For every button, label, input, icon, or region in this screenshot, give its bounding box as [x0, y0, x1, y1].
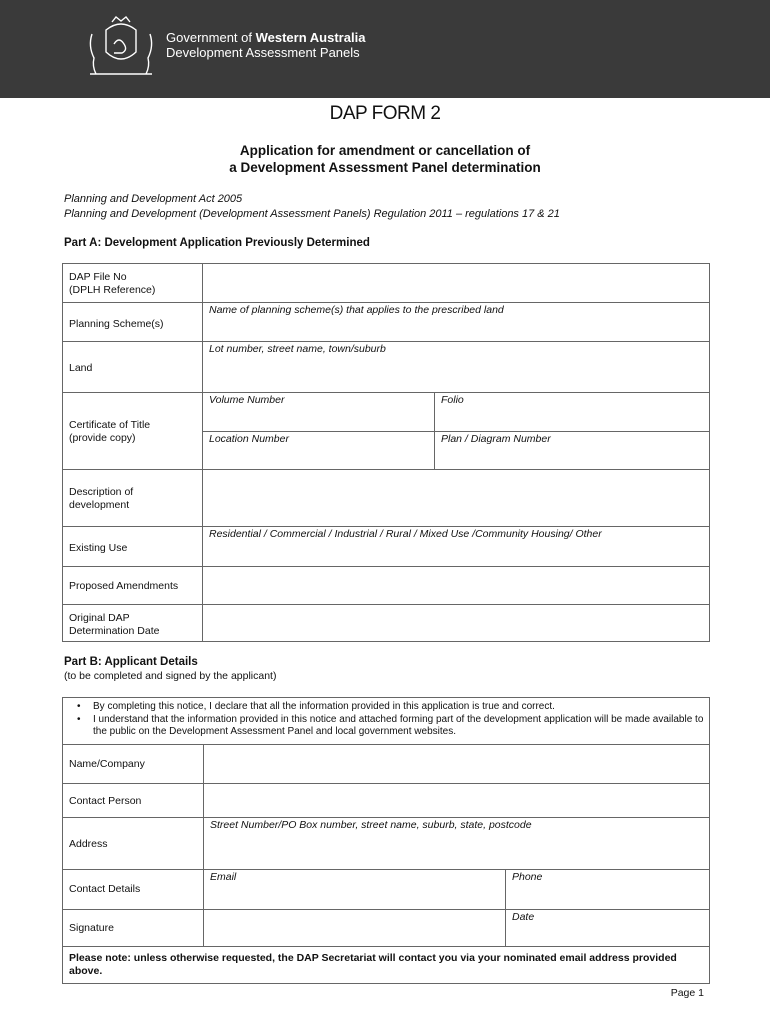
address-field[interactable]	[204, 818, 709, 869]
part-a-heading: Part A: Development Application Previously Determined	[64, 237, 370, 249]
name-company-field[interactable]	[204, 745, 709, 782]
contact-details-label: Contact Details	[69, 883, 141, 895]
dap-file-field[interactable]	[203, 264, 709, 301]
original-date-label-1: Original DAP	[69, 612, 130, 624]
certificate-label	[69, 419, 150, 445]
dap-file-row	[63, 264, 709, 302]
date-divider	[505, 910, 506, 947]
volume-number-label: Volume Number	[209, 394, 285, 406]
address-row	[63, 817, 709, 869]
planning-scheme-label: Planning Scheme(s)	[69, 318, 164, 330]
declaration-list	[63, 701, 709, 739]
signature-label: Signature	[69, 922, 114, 934]
header-banner	[0, 0, 770, 98]
contact-person-row	[63, 783, 709, 817]
land-row	[63, 341, 709, 392]
land-label: Land	[69, 362, 93, 374]
act-reference-2: Planning and Development (Development Assessment Panels) Regulation 2011 – regulations 17 & 21	[64, 208, 560, 220]
original-date-label-2: Determination Date	[69, 625, 160, 637]
contact-details-row	[63, 869, 709, 909]
phone-label: Phone	[512, 871, 543, 883]
location-number-label: Location Number	[209, 433, 289, 445]
land-hint: Lot number, street name, town/suburb	[209, 343, 386, 355]
part-a-table	[62, 263, 710, 642]
planning-scheme-row	[63, 302, 709, 341]
cert-row-divider	[203, 431, 709, 432]
proposed-amendments-field[interactable]	[203, 567, 709, 604]
certificate-label-1: Certificate of Title	[69, 419, 151, 431]
declaration-item: • I understand that the information provided in this notice and attached forming part of the development application will be made available to the public on the Development Assessment Panel and local government websites.	[77, 713, 704, 737]
page-number: Page 1	[670, 987, 704, 999]
original-date-row	[63, 604, 709, 641]
name-company-label: Name/Company	[69, 758, 145, 770]
proposed-amendments-label: Proposed Amendments	[69, 580, 179, 592]
form-title-line2: a Development Assessment Panel determination	[229, 160, 541, 175]
certificate-row	[63, 392, 709, 469]
dap-file-label-1: DAP File No	[69, 271, 127, 283]
signature-row	[63, 909, 709, 947]
contact-person-field[interactable]	[204, 784, 709, 817]
part-b-subheading: (to be completed and signed by the applicant)	[64, 670, 277, 682]
existing-use-field[interactable]	[203, 527, 709, 566]
department-name: Development Assessment Panels	[166, 45, 360, 60]
description-label-2: development	[69, 499, 130, 511]
coat-of-arms-logo	[84, 14, 158, 80]
email-label: Email	[210, 871, 237, 883]
original-date-field[interactable]	[203, 605, 709, 641]
address-hint: Street Number/PO Box number, street name, suburb, state, postcode	[210, 819, 532, 831]
plan-diagram-label: Plan / Diagram Number	[441, 433, 551, 445]
government-title: Government of Western Australia	[166, 30, 366, 45]
date-label: Date	[512, 911, 535, 923]
planning-scheme-hint: Name of planning scheme(s) that applies to the prescribed land	[209, 304, 504, 316]
certificate-label-2: (provide copy)	[69, 432, 136, 444]
description-label-1: Description of	[69, 486, 134, 498]
existing-use-hint: Residential / Commercial / Industrial / Rural / Mixed Use /Community Housing/ Other	[209, 528, 602, 540]
description-row	[63, 469, 709, 526]
description-field[interactable]	[203, 470, 709, 526]
declaration-item: • By completing this notice, I declare that all the information provided in this application is true and correct.	[77, 701, 555, 712]
act-reference-1: Planning and Development Act 2005	[64, 193, 243, 205]
email-contact-note: Please note: unless otherwise requested, the DAP Secretariat will contact you via your nominated email address provided above.	[62, 946, 710, 984]
folio-label: Folio	[441, 394, 464, 406]
legislation-references	[64, 192, 560, 222]
part-b-heading: Part B: Applicant Details	[64, 656, 198, 668]
form-number: DAP FORM 2	[329, 103, 441, 124]
existing-use-row	[63, 526, 709, 566]
address-label: Address	[69, 838, 108, 850]
declaration-box	[62, 697, 710, 745]
existing-use-label: Existing Use	[69, 542, 128, 554]
contact-person-label: Contact Person	[69, 795, 142, 807]
proposed-amendments-row	[63, 566, 709, 604]
name-row	[63, 745, 709, 783]
dap-file-label-2: (DPLH Reference)	[69, 284, 156, 296]
form-title	[0, 142, 770, 176]
planning-scheme-field[interactable]	[203, 303, 709, 341]
original-date-label	[69, 612, 159, 638]
dap-file-label	[69, 271, 155, 297]
part-b-table	[62, 744, 710, 947]
description-label	[69, 486, 133, 512]
land-field[interactable]	[203, 342, 709, 392]
form-title-line1: Application for amendment or cancellation of	[239, 143, 531, 158]
phone-divider	[505, 870, 506, 909]
